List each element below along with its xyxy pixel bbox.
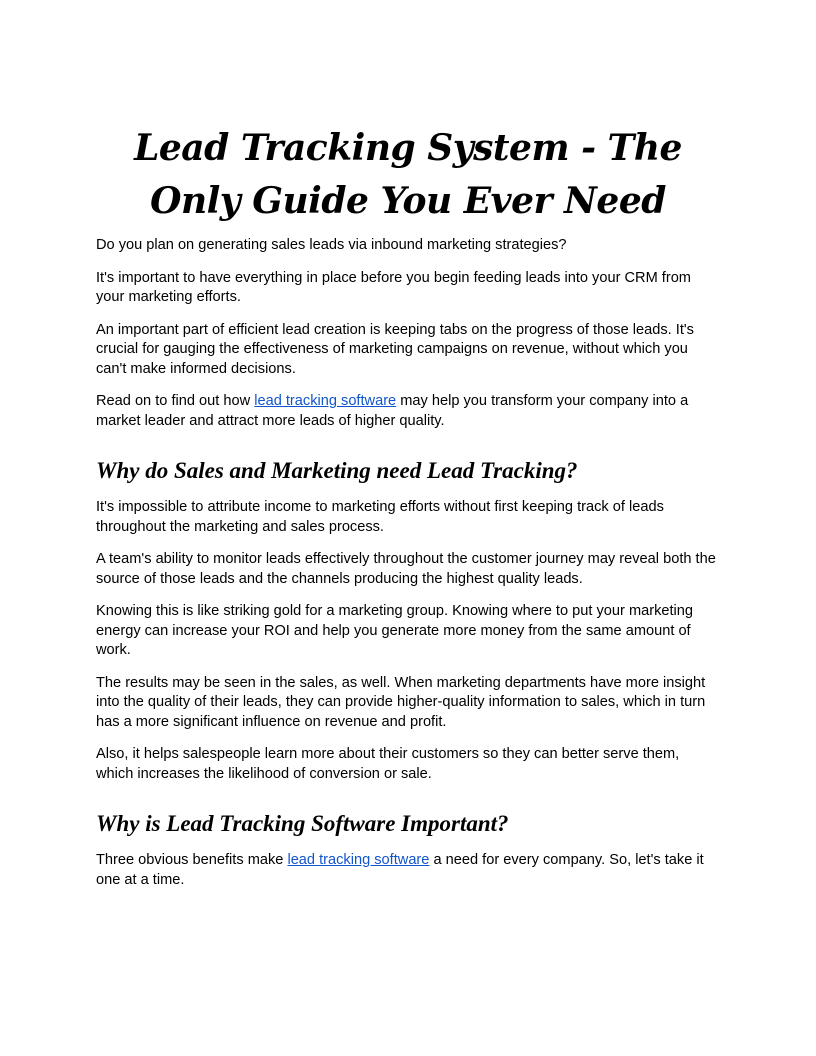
section1-paragraph-5: Also, it helps salespeople learn more about their customers so they can better serve them, which increases the likelihood of conversion or sale. xyxy=(96,746,680,782)
lead-tracking-software-link[interactable]: lead tracking software xyxy=(254,393,397,409)
document-page xyxy=(96,122,720,903)
section1-paragraph-3: Knowing this is like striking gold for a marketing group. Knowing where to put your marketing energy can increase your ROI and help you generate more money from the same amount of work. xyxy=(96,603,694,658)
lead-tracking-software-link-2[interactable]: lead tracking software xyxy=(287,852,430,868)
intro-paragraph-4 xyxy=(96,392,720,431)
page-title: Lead Tracking System - The Only Guide You Ever Need xyxy=(134,127,682,222)
section2-p1-text-before: Three obvious benefits make xyxy=(96,852,288,868)
intro-p4-text-after: may help you transform your company into a market leader and attract more leads of higher quality. xyxy=(96,393,689,429)
section1-paragraph-1: It's impossible to attribute income to marketing efforts without first keeping track of leads throughout the marketing and sales process. xyxy=(96,499,664,535)
section2-p1-text-after: a need for every company. So, let's take it one at a time. xyxy=(96,852,704,888)
section2-paragraph-1 xyxy=(96,851,720,890)
intro-paragraph-2: It's important to have everything in place before you begin feeding leads into your CRM from your marketing efforts. xyxy=(96,269,691,305)
intro-paragraph-1: Do you plan on generating sales leads via inbound marketing strategies? xyxy=(96,237,567,253)
section2-heading: Why is Lead Tracking Software Important? xyxy=(96,811,509,836)
intro-p4-text-before: Read on to find out how xyxy=(96,393,255,409)
section1-paragraph-2: A team's ability to monitor leads effectively throughout the customer journey may reveal both the source of those leads and the channels producing the highest quality leads. xyxy=(96,551,716,587)
section1-paragraph-4: The results may be seen in the sales, as well. When marketing departments have more insight into the quality of their leads, they can provide higher-quality information to sales, which in turn has a more significant influence on revenue and profit. xyxy=(96,674,706,730)
intro-paragraph-3: An important part of efficient lead creation is keeping tabs on the progress of those leads. It's crucial for gauging the effectiveness of marketing campaigns on revenue, without which you can't make informed decisions. xyxy=(96,321,694,377)
section1-heading: Why do Sales and Marketing need Lead Tracking? xyxy=(96,458,578,483)
